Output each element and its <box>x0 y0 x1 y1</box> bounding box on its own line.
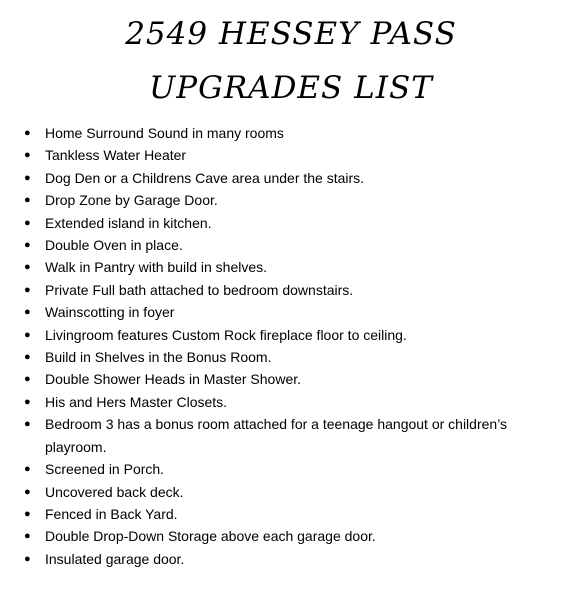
list-item-text: Private Full bath attached to bedroom downstairs. <box>45 281 354 298</box>
bullet-icon: ● <box>24 418 31 431</box>
list-item <box>0 279 560 301</box>
bullet-icon: ● <box>24 463 31 476</box>
list-item <box>0 548 560 570</box>
list-item-text: Double Oven in place. <box>45 237 183 254</box>
list-item <box>0 301 560 323</box>
list-item-text: Extended island in kitchen. <box>45 214 212 231</box>
bullet-icon: ● <box>24 530 31 543</box>
list-item-text: Dog Den or a Childrens Cave area under the stairs. <box>45 169 365 186</box>
list-item <box>0 144 560 166</box>
list-item-text: Home Surround Sound in many rooms <box>45 125 284 141</box>
bullet-icon: ● <box>24 351 31 364</box>
bullet-icon: ● <box>24 395 31 408</box>
list-item <box>0 256 560 278</box>
list-item <box>0 324 560 346</box>
list-item-text: Walk in Pantry with build in shelves. <box>45 259 268 276</box>
bullet-icon: ● <box>24 216 31 229</box>
bullet-icon: ● <box>24 127 31 139</box>
list-item-text: Drop Zone by Garage Door. <box>45 192 218 209</box>
list-item <box>0 346 560 368</box>
bullet-icon: ● <box>24 171 31 184</box>
list-item <box>0 458 560 480</box>
list-item-text: Tankless Water Heater <box>45 147 187 164</box>
list-item-text: Build in Shelves in the Bonus Room. <box>45 349 272 366</box>
list-item <box>0 391 560 413</box>
list-item <box>0 212 560 234</box>
list-item <box>0 368 560 390</box>
list-item-text: Wainscotting in foyer <box>45 304 175 321</box>
bullet-icon: ● <box>24 239 31 252</box>
bullet-icon: ● <box>24 507 31 520</box>
list-item-text: Insulated garage door. <box>45 550 185 567</box>
bullet-icon: ● <box>24 283 31 296</box>
list-item <box>0 234 560 256</box>
bullet-icon: ● <box>24 328 31 341</box>
bullet-icon: ● <box>24 485 31 498</box>
list-item-text: Screened in Porch. <box>45 461 165 478</box>
bullet-icon: ● <box>24 306 31 319</box>
list-item <box>0 503 560 525</box>
document-title-line-2: UPGRADES LIST <box>149 70 433 106</box>
list-item <box>0 525 560 547</box>
list-item-text: Uncovered back deck. <box>45 483 184 500</box>
list-item <box>0 122 560 144</box>
bullet-icon: ● <box>24 194 31 207</box>
list-item-text: Double Shower Heads in Master Shower. <box>45 371 302 388</box>
list-item-text: Double Drop-Down Storage above each garage door. <box>45 528 376 545</box>
bullet-icon: ● <box>24 552 31 565</box>
bullet-icon: ● <box>24 373 31 386</box>
bullet-icon: ● <box>24 149 31 162</box>
list-item-text: His and Hers Master Closets. <box>45 393 228 410</box>
list-item-text: Livingroom features Custom Rock fireplace floor to ceiling. <box>45 326 407 343</box>
document-title-line-1: 2549 HESSEY PASS <box>125 16 457 52</box>
list-item <box>0 189 560 211</box>
bullet-icon: ● <box>24 261 31 274</box>
list-item <box>0 413 560 458</box>
list-item <box>0 167 560 189</box>
list-item-text: Bedroom 3 has a bonus room attached for a teenage hangout or children’s playroom. <box>45 416 508 455</box>
list-item <box>0 481 560 503</box>
list-item-text: Fenced in Back Yard. <box>45 505 178 522</box>
upgrades-list <box>0 122 560 570</box>
